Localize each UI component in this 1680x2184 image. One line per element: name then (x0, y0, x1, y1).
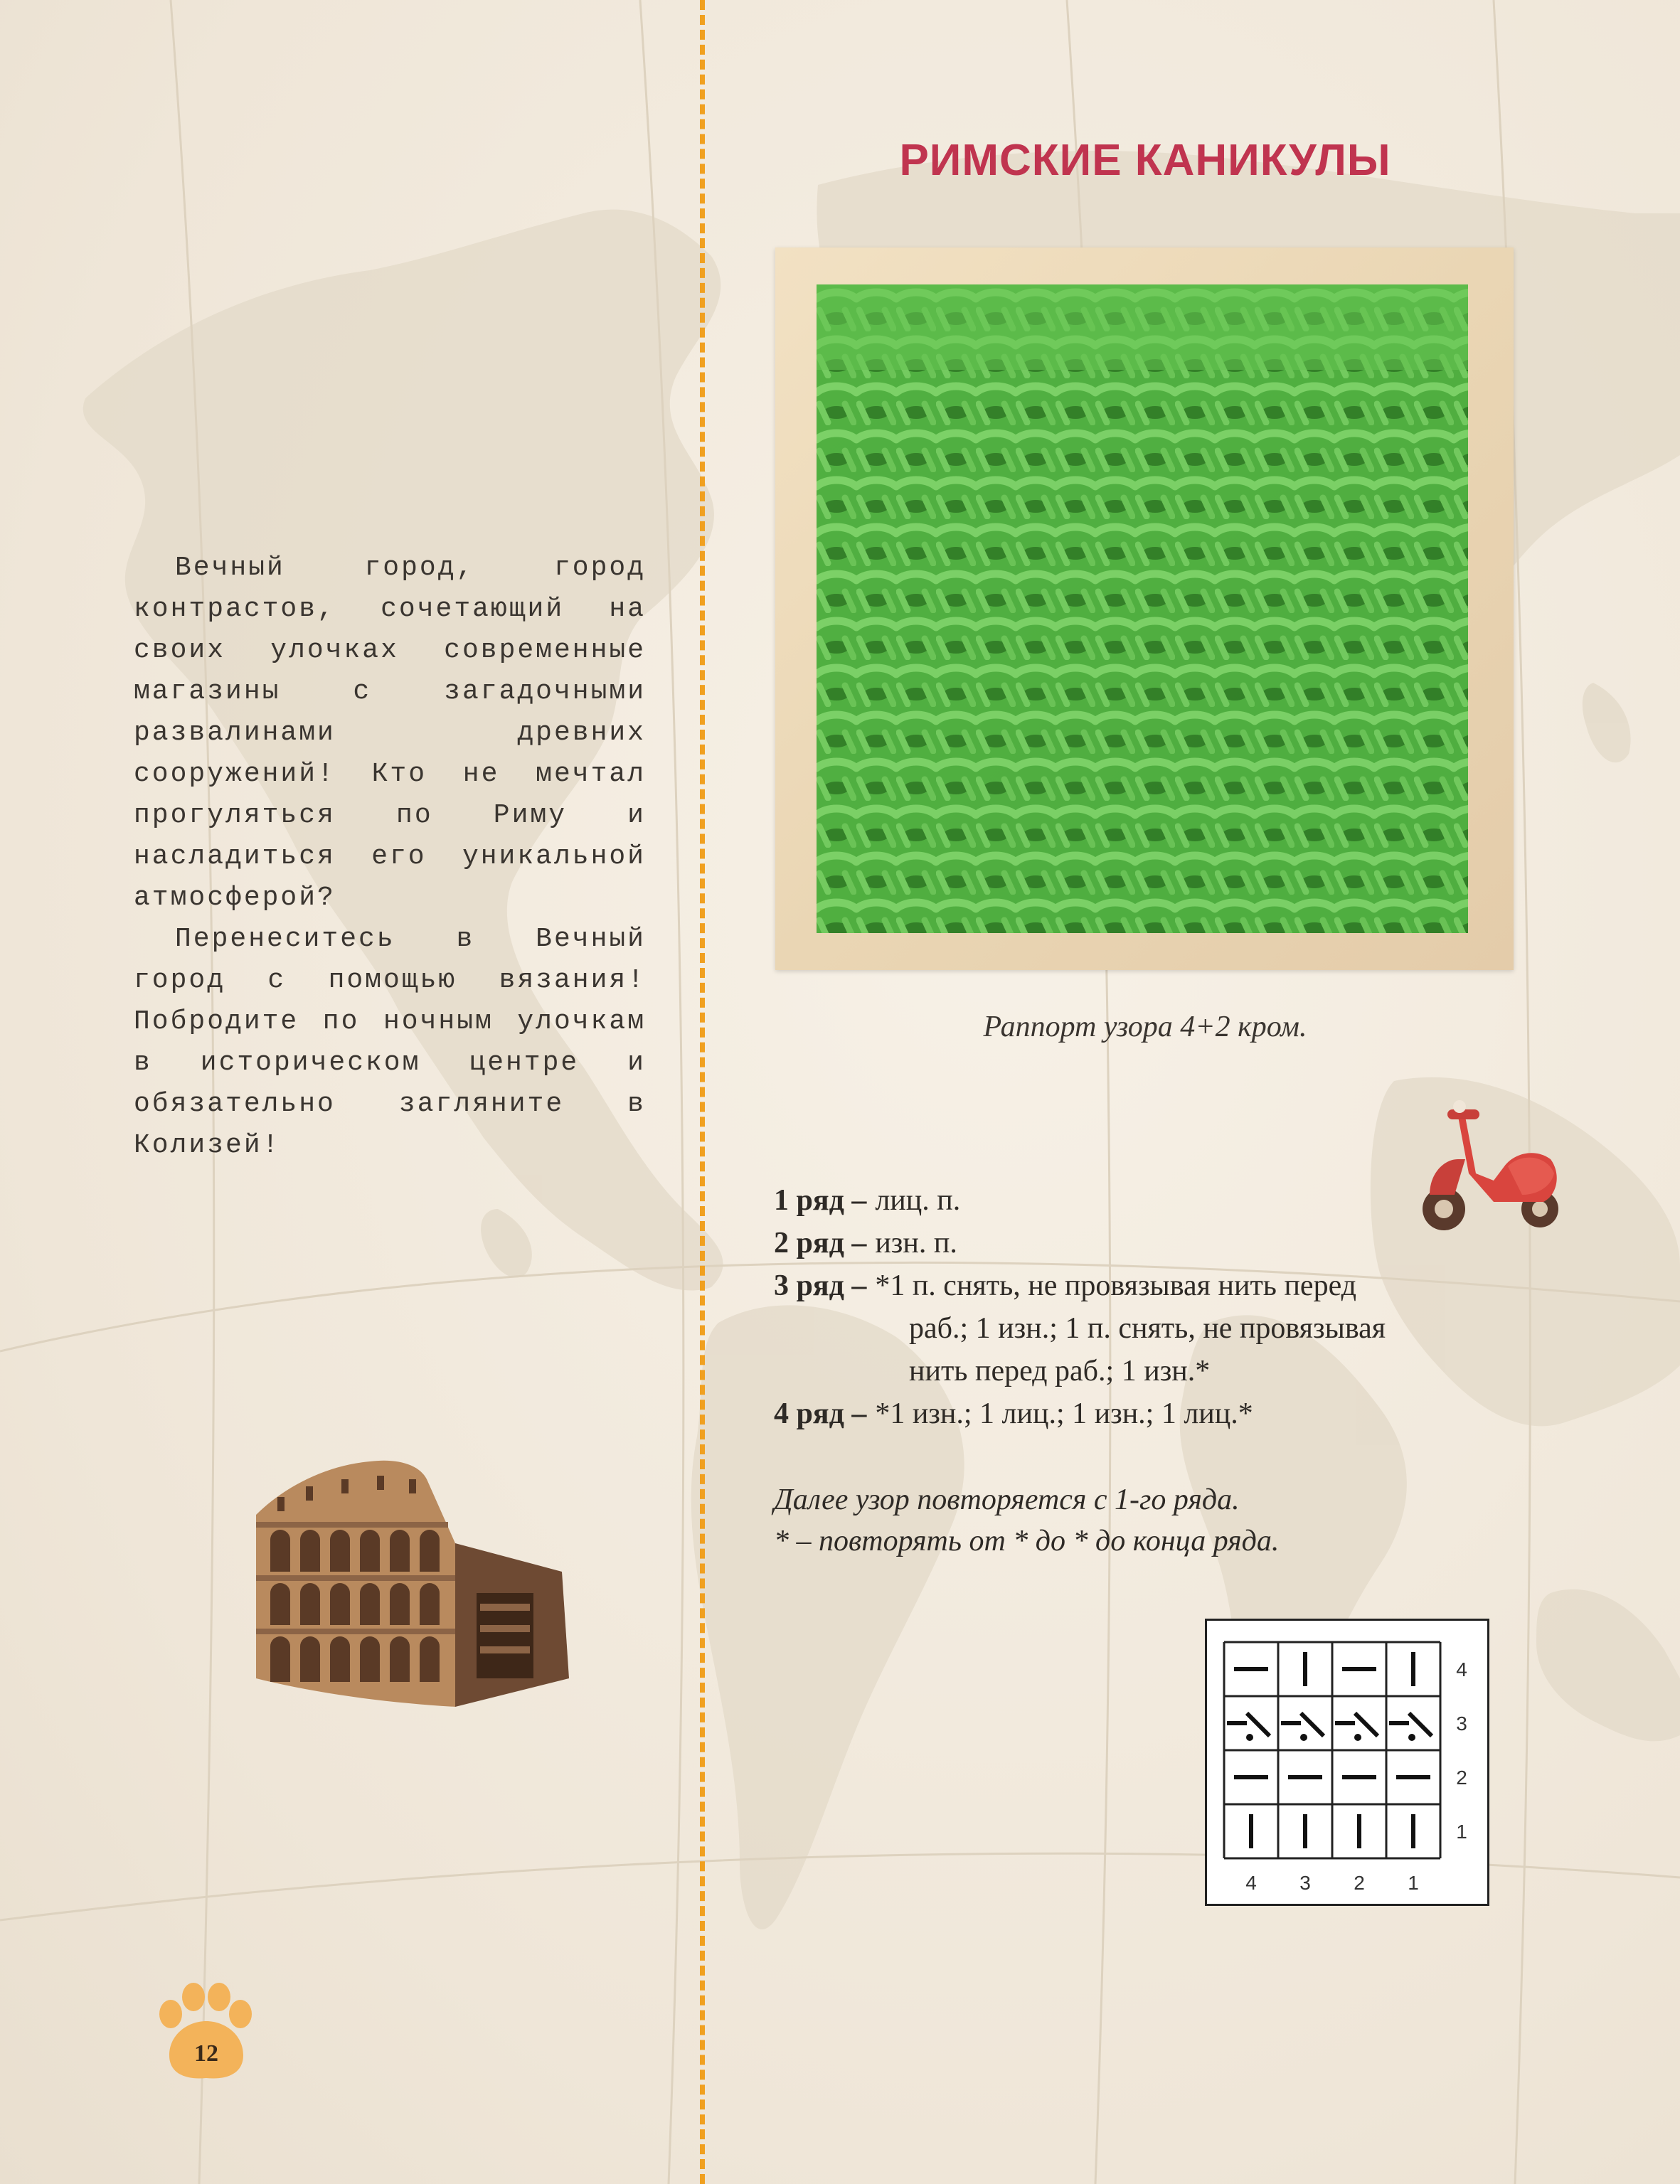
chart-row-number: 3 (1456, 1712, 1467, 1735)
intro-paragraph: Вечный город, город контрастов, сочетающий на своих улочках современные магазины с загадочными развалинами древних сооружений! Кто не мечтал прогуляться по Риму и насладиться его уникальной атмосферой? (134, 553, 646, 913)
row-label: 1 ряд (774, 1184, 844, 1217)
chart-col-number: 3 (1299, 1872, 1311, 1894)
chart-col-number: 1 (1408, 1872, 1419, 1894)
row-continuation: нить перед раб.; 1 изн.* (909, 1355, 1211, 1387)
colosseum-icon (242, 1451, 583, 1714)
chart-symbol-slip (1247, 1713, 1270, 1736)
chart-row-number: 4 (1456, 1658, 1467, 1680)
row-instruction (774, 1222, 1485, 1264)
intro-paragraph: Перенеситесь в Вечный город с помощью вязания! Побродите по ночным улочкам в историческом центре и обязательно загляните в Колизей! (134, 924, 646, 1161)
row-text: изн. п. (875, 1227, 957, 1259)
page-title: РИМСКИЕ КАНИКУЛЫ (899, 136, 1391, 185)
chart-symbol-slip (1408, 1734, 1415, 1741)
row-text: *1 изн.; 1 лиц.; 1 изн.; 1 лиц.* (875, 1397, 1253, 1430)
chart-symbol-slip (1300, 1734, 1307, 1741)
page-number: 12 (194, 2040, 218, 2067)
row-dash: – (851, 1269, 867, 1302)
chart-symbol-slip (1354, 1734, 1361, 1741)
chart-symbol-slip (1246, 1734, 1253, 1741)
row-dash: – (851, 1184, 867, 1217)
row-instruction (774, 1264, 1485, 1307)
chart-symbol-slip (1301, 1713, 1324, 1736)
row-instructions (774, 1179, 1485, 1435)
knitting-chart-grid (1207, 1621, 1487, 1904)
page-divider (700, 0, 705, 2184)
row-text: лиц. п. (875, 1184, 961, 1217)
row-label: 4 ряд (774, 1397, 844, 1430)
pattern-notes (774, 1479, 1485, 1562)
chart-row-number: 1 (1456, 1821, 1467, 1843)
row-dash: – (851, 1397, 867, 1430)
paw-icon (149, 1977, 256, 2084)
row-label: 2 ряд (774, 1227, 844, 1259)
knit-swatch-photo (817, 284, 1468, 933)
row-instruction (774, 1392, 1485, 1435)
row-text: *1 п. снять, не провязывая нить перед (875, 1269, 1357, 1302)
chart-symbol-slip (1355, 1713, 1378, 1736)
intro-text (134, 548, 646, 1166)
chart-col-number: 4 (1245, 1872, 1257, 1894)
row-continuation: раб.; 1 изн.; 1 п. снять, не провязывая (909, 1312, 1386, 1345)
knitting-chart (1205, 1619, 1489, 1906)
note-line: * – повторять от * до * до конца ряда. (774, 1525, 1280, 1557)
row-dash: – (851, 1227, 867, 1259)
row-instruction (774, 1179, 1485, 1222)
chart-symbol-slip (1409, 1713, 1432, 1736)
note-line: Далее узор повторяется с 1-го ряда. (774, 1483, 1240, 1516)
chart-row-number: 2 (1456, 1767, 1467, 1789)
chart-col-number: 2 (1354, 1872, 1365, 1894)
pattern-caption: Раппорт узора 4+2 кром. (983, 1011, 1307, 1043)
row-label: 3 ряд (774, 1269, 844, 1302)
